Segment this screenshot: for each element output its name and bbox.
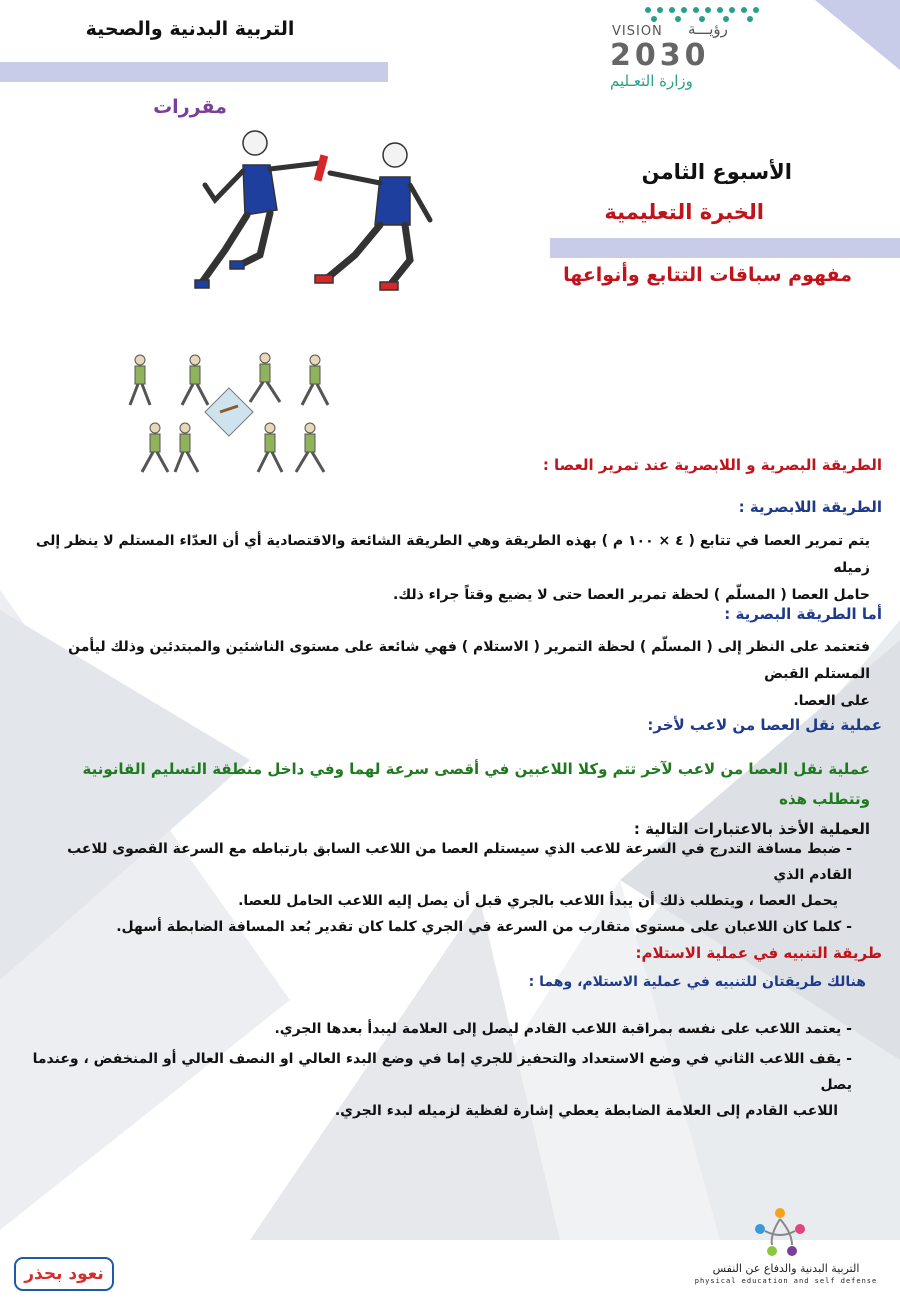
experience-title: الخبرة التعليمية [604, 200, 764, 224]
week-title: الأسبوع الثامن [641, 160, 792, 184]
bullet-line: - ضبط مسافة التدرج في السرعة للاعب الذي سيستلم العصا من اللاعب السابق بارتباطه مع السرعة القصوى للاعب القادم الذي [67, 841, 852, 883]
vision-year: 2030 [610, 38, 710, 73]
alert-subheading: هنالك طريقتان للتنبيه في عملية الاستلام، وهما : [528, 974, 866, 990]
handoff-inset [205, 388, 253, 436]
bullet-line: اللاعب القادم إلى العلامة الضابطة يعطي إشارة لفظية لزميله لبدء الجري. [334, 1103, 838, 1119]
subject-title: التربية البدنية والصحية [85, 18, 295, 40]
bullet-line: - يقف اللاعب الثاني في وضع الاستعداد والتحفيز للجري إما في وضع البدء العالي او النصف العالي أو المنخفض ، وعندما يصل [32, 1051, 852, 1093]
bullet-line: - كلما كان اللاعبان على مستوى متقارب من السرعة في الجري كلما كان تقدير بُعد المسافة الضابطة أسهل. [116, 919, 852, 935]
alert-heading: طريقة التنبيه في عملية الاستلام: [635, 944, 882, 962]
bullet-line: يحمل العصا ، ويتطلب ذلك أن يبدأ اللاعب بالجري قبل أن يصل إليه اللاعب الحامل للعصا. [238, 893, 838, 909]
mini-runner [302, 355, 328, 405]
bullet-line: - يعتمد اللاعب على نفسه بمراقبة اللاعب القادم ليصل إلى العلامة ليبدأ بعدها الجري. [274, 1021, 852, 1037]
nonvisual-line: حامل العصا ( المسلّم ) لحظة تمرير العصا حتى لا يضيع وقتاً جراء ذلك. [393, 587, 870, 603]
vision-2030-logo [600, 0, 800, 100]
pe-arabic-label: التربية البدنية والدفاع عن النفس [712, 1262, 860, 1275]
visual-paragraph [20, 634, 870, 715]
transfer-line: العملية الأخذ بالاعتبارات التالية : [633, 820, 870, 838]
visual-method-heading: أما الطريقة البصرية : [724, 605, 882, 623]
mini-runner [250, 353, 280, 402]
vision-arabic: رؤيـــة [688, 20, 728, 38]
pe-logo-icon [750, 1205, 810, 1260]
visual-line: على العصا. [793, 693, 870, 709]
visual-line: فتعتمد على النظر إلى ( المسلّم ) لحظة التمرير ( الاستلام ) فهي شائعة على مستوى الناشئين والمبتدئين وذلك ليأمن المستلم القبض [68, 639, 870, 682]
top-accent-bar [0, 62, 388, 82]
nonvisual-paragraph [20, 528, 870, 609]
back-carefully-logo: نعود بحذر [14, 1257, 114, 1291]
transfer-line: عملية نقل العصا من لاعب لآخر تتم وكلا اللاعبين في أقصى سرعة لهما وفي داخل منطقة التسليم القانونية وتتطلب هذه [82, 760, 870, 808]
mini-runner [130, 355, 150, 405]
transfer-heading: عملية نقل العصا من لاعب لأخر: [647, 716, 882, 734]
ministry-name: وزارة التعـليم [610, 72, 693, 90]
pe-english-label: physical education and self defense [694, 1277, 878, 1285]
bullet-text: كلما كان اللاعبان على مستوى متقارب من السرعة في الجري كلما كان تقدير بُعد المسافة الضابطة أسهل. [116, 919, 842, 935]
relay-runners-image [185, 125, 485, 305]
vision-label: VISION [612, 24, 663, 39]
baton-icon [314, 154, 328, 181]
nonvisual-line: يتم تمرير العصا في تتابع ( ٤ × ١٠٠ م ) بهذه الطريقة وهي الطريقة الشائعة والاقتصادية أي أن العدّاء المستلم لا ينظر إلى زميله [35, 533, 870, 576]
bullet-item [22, 1046, 852, 1124]
concept-title: مفهوم سباقات التتابع وأنواعها [563, 264, 852, 286]
courses-label: مقررات [153, 96, 227, 118]
bullet-item [22, 914, 852, 940]
mini-runner [182, 355, 208, 405]
bullet-text: ضبط مسافة التدرج في السرعة للاعب الذي سيستلم العصا من اللاعب السابق بارتباطه مع السرعة القصوى للاعب القادم الذي [67, 841, 852, 883]
nonvisual-heading: الطريقة اللابصرية : [738, 498, 882, 516]
bullet-item [22, 1016, 852, 1042]
bullet-text: يقف اللاعب الثاني في وضع الاستعداد والتحفيز للجري إما في وضع البدء العالي او النصف العالي أو المنخفض ، وعندما يصل [32, 1051, 852, 1093]
transfer-paragraph [20, 754, 870, 844]
transfer-bullets [22, 836, 852, 940]
alert-bullets [22, 1016, 852, 1124]
title-accent-bar [550, 238, 900, 258]
bullet-item [22, 836, 852, 914]
bullet-text: يعتمد اللاعب على نفسه بمراقبة اللاعب القادم ليصل إلى العلامة ليبدأ بعدها الجري. [274, 1021, 842, 1037]
runner-left [195, 131, 320, 288]
runner-right [315, 143, 430, 290]
visual-methods-heading: الطريقة البصرية و اللابصرية عند تمرير العصا : [542, 456, 882, 474]
